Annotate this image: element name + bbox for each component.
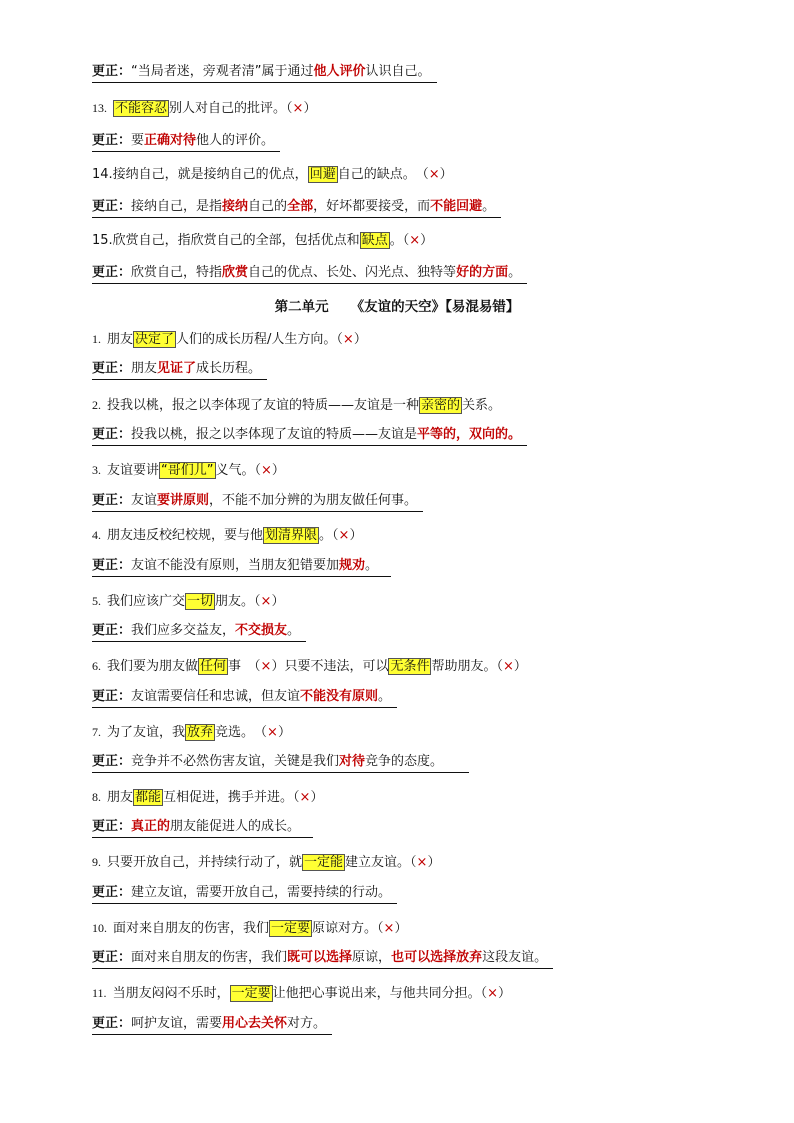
correction-label: 更正： [92, 689, 132, 704]
wrong-mark: × [299, 790, 311, 805]
item-number: 8. [92, 790, 101, 804]
correction-label: 更正： [92, 1016, 132, 1031]
question-line [92, 98, 316, 118]
text-segment: 别人对自己的批评。（ [169, 101, 293, 116]
correction-line [92, 131, 280, 152]
correction-label: 更正： [92, 64, 132, 79]
correction-line [92, 817, 313, 838]
text-segment: 为了友谊，我 [107, 725, 186, 740]
item-number: 6. [92, 659, 101, 673]
text-segment: 建立友谊，需要开放自己，需要持续的行动。 [131, 885, 392, 900]
text-segment: 接纳自己，是指 [131, 199, 223, 214]
text-segment: 原谅对方。（ [312, 921, 384, 936]
question-line [92, 591, 284, 611]
text-segment: ） [427, 855, 441, 870]
wrong-mark: × [428, 167, 440, 182]
text-segment: 我们应多交益友， [131, 623, 236, 638]
correct-answer: 真正的 [131, 819, 171, 834]
text-segment: 朋友 [107, 332, 134, 347]
wrong-mark: × [409, 233, 421, 248]
correction-line [92, 687, 397, 708]
wrong-mark: × [261, 463, 272, 478]
text-segment: 建立友谊。（ [345, 855, 417, 870]
correction-line [92, 197, 501, 218]
text-segment: 当朋友闷闷不乐时， [112, 986, 230, 1001]
correct-answer: 也可以选择放弃 [391, 950, 483, 965]
text-segment: ） [277, 725, 291, 740]
highlighted-error: 缺点 [361, 233, 388, 248]
text-segment: 自己的 [248, 199, 288, 214]
text-segment: 人们的成长历程/人生方向。（ [176, 332, 343, 347]
question-line [92, 525, 362, 545]
text-segment: 我们要为朋友做 [107, 659, 199, 674]
text-segment: 原谅， [352, 950, 392, 965]
question-line [92, 165, 453, 185]
text-segment: ，不能不加分辨的为朋友做任何事。 [209, 493, 418, 508]
text-segment: ） [303, 101, 317, 116]
wrong-mark: × [260, 594, 272, 609]
item-number: 9. [92, 855, 101, 869]
text-segment: 。 [508, 265, 522, 280]
question-line [92, 460, 285, 480]
text-segment: ）只要不违法，可以 [271, 659, 389, 674]
text-segment: 互相促进，携手并进。（ [163, 790, 300, 805]
question-line [92, 918, 407, 938]
text-segment: ） [420, 233, 434, 248]
text-segment: 。 [287, 623, 301, 638]
wrong-mark: × [416, 855, 428, 870]
question-line [92, 983, 511, 1003]
highlighted-error: 回避 [309, 167, 336, 182]
correct-answer: 不能回避 [430, 199, 483, 214]
correction-label: 更正： [92, 361, 132, 376]
text-segment: ） [353, 332, 367, 347]
text-segment: “当局者迷，旁观者清”属于通过 [131, 64, 314, 79]
text-segment: 。 [365, 558, 385, 573]
text-segment: ） [271, 594, 285, 609]
section-title-unit: 第二单元 [274, 299, 329, 315]
text-segment: 对方。 [287, 1016, 327, 1031]
text-segment: 朋友能促进人的成长。 [170, 819, 307, 834]
highlighted-error: 一定要 [231, 986, 271, 1001]
text-segment: 事 （ [228, 659, 261, 674]
correction-label: 更正： [92, 754, 132, 769]
text-segment: ） [349, 528, 363, 543]
correction-line [92, 556, 391, 577]
section-title [0, 295, 794, 315]
text-segment: 竞争的态度。 [365, 754, 463, 769]
text-segment: 15.欣赏自己，指欣赏自己的全部，包括优点和 [92, 233, 360, 248]
correction-label: 更正： [92, 623, 132, 638]
text-segment: 。（ [319, 528, 339, 543]
item-number: 13. [92, 101, 107, 115]
text-segment: ） [310, 790, 324, 805]
item-number: 2. [92, 398, 101, 412]
highlighted-error: 一定能 [304, 855, 344, 870]
highlighted-error: “哥们儿” [161, 463, 214, 478]
text-segment: 。 [482, 199, 496, 214]
text-segment: 面对来自朋友的伤害，我们 [113, 921, 270, 936]
correction-line [92, 263, 527, 284]
text-segment: 朋友 [131, 361, 158, 376]
question-line [92, 656, 527, 676]
text-segment: 让他把心事说出来，与他共同分担。（ [272, 986, 488, 1001]
correction-line [92, 359, 267, 380]
correction-label: 更正： [92, 819, 132, 834]
correction-line [92, 948, 553, 969]
text-segment: 朋友违反校纪校规，要与他 [107, 528, 264, 543]
correction-line [92, 62, 437, 83]
wrong-mark: × [383, 921, 395, 936]
correct-answer: 规劝 [339, 558, 366, 573]
text-segment: 只要开放自己，并持续行动了，就 [107, 855, 303, 870]
item-number: 10. [92, 921, 107, 935]
text-segment: ） [498, 986, 512, 1001]
text-segment: 竞选。 （ [215, 725, 268, 740]
correction-label: 更正： [92, 427, 132, 442]
text-segment: 要 [131, 133, 145, 148]
wrong-mark: × [338, 528, 350, 543]
text-segment: 友谊要讲 [107, 463, 160, 478]
text-segment: ） [513, 659, 527, 674]
highlighted-error: 放弃 [187, 725, 214, 740]
text-segment: 竞争并不必然伤害友谊，关键是我们 [131, 754, 340, 769]
item-number: 7. [92, 725, 101, 739]
correct-answer: 用心去关怀 [222, 1016, 288, 1031]
correct-answer: 全部 [287, 199, 314, 214]
wrong-mark: × [342, 332, 354, 347]
question-line [92, 395, 501, 415]
correct-answer: 接纳 [222, 199, 249, 214]
highlighted-error: 决定了 [135, 332, 175, 347]
correction-label: 更正： [92, 950, 132, 965]
item-number: 4. [92, 528, 101, 542]
text-segment: 投我以桃，报之以李体现了友谊的特质——友谊是 [131, 427, 418, 442]
correction-label: 更正： [92, 885, 132, 900]
highlighted-error: 任何 [200, 659, 227, 674]
correction-line [92, 1014, 332, 1035]
text-segment: ） [394, 921, 408, 936]
text-segment: 友谊不能没有原则，当朋友犯错要加 [131, 558, 340, 573]
text-segment: 面对来自朋友的伤害，我们 [131, 950, 288, 965]
highlighted-error: 不能容忍 [115, 101, 168, 116]
text-segment: 这段友谊。 [482, 950, 548, 965]
text-segment: 帮助朋友。（ [431, 659, 503, 674]
text-segment: ，好坏都要接受，而 [313, 199, 431, 214]
text-segment: 。 [378, 689, 392, 704]
correction-label: 更正： [92, 558, 132, 573]
text-segment: ） [439, 167, 453, 182]
question-line [92, 852, 440, 872]
wrong-mark: × [267, 725, 278, 740]
correct-answer: 不能没有原则 [300, 689, 379, 704]
text-segment: 友谊需要信任和忠诚，但友谊 [131, 689, 301, 704]
correction-line [92, 491, 423, 512]
correct-answer: 正确对待 [144, 133, 197, 148]
section-title-name: 《友谊的天空》【易混易错】 [350, 299, 520, 315]
wrong-mark: × [292, 101, 304, 116]
question-line [92, 722, 291, 742]
wrong-mark: × [260, 659, 272, 674]
correction-line [92, 883, 397, 904]
text-segment: 自己的优点、长处、闪光点、独特等 [248, 265, 457, 280]
question-line [92, 231, 433, 251]
text-segment: 友谊 [131, 493, 158, 508]
item-number: 11. [92, 986, 107, 1000]
correct-answer: 平等的，双向的。 [417, 427, 522, 442]
text-segment: 呵护友谊，需要 [131, 1016, 223, 1031]
wrong-mark: × [487, 986, 499, 1001]
correction-label: 更正： [92, 493, 132, 508]
correct-answer: 见证了 [157, 361, 197, 376]
question-line [92, 329, 367, 349]
highlighted-error: 一切 [187, 594, 214, 609]
highlighted-error: 亲密的 [421, 398, 461, 413]
highlighted-error: 划清界限 [265, 528, 318, 543]
correct-answer: 欣赏 [222, 265, 249, 280]
question-line [92, 787, 323, 807]
correct-answer: 既可以选择 [287, 950, 353, 965]
correct-answer: 他人评价 [313, 64, 366, 79]
text-segment: 自己的缺点。 （ [337, 167, 429, 182]
item-number: 5. [92, 594, 101, 608]
correct-answer: 好的方面 [456, 265, 509, 280]
highlighted-error: 一定要 [271, 921, 311, 936]
text-segment: 成长历程。 [196, 361, 262, 376]
correction-label: 更正： [92, 199, 132, 214]
text-segment: 朋友。（ [215, 594, 261, 609]
correct-answer: 要讲原则 [157, 493, 210, 508]
correct-answer: 不交损友 [235, 623, 288, 638]
correct-answer: 对待 [339, 754, 366, 769]
item-number: 3. [92, 463, 101, 477]
wrong-mark: × [503, 659, 514, 674]
text-segment: 欣赏自己，特指 [131, 265, 223, 280]
text-segment: 他人的评价。 [196, 133, 275, 148]
text-segment: 我们应该广交 [107, 594, 186, 609]
text-segment: 。（ [389, 233, 410, 248]
text-segment: 义气。（ [215, 463, 262, 478]
text-segment: 投我以桃，报之以李体现了友谊的特质——友谊是一种 [107, 398, 420, 413]
item-number: 1. [92, 332, 101, 346]
correction-line [92, 425, 527, 446]
correction-label: 更正： [92, 133, 132, 148]
text-segment: 关系。 [462, 398, 502, 413]
highlighted-error: 无条件 [390, 659, 430, 674]
text-segment: ） [271, 463, 285, 478]
correction-line [92, 621, 306, 642]
correction-label: 更正： [92, 265, 132, 280]
highlighted-error: 都能 [135, 790, 162, 805]
text-segment: 认识自己。 [365, 64, 431, 79]
text-segment: 14.接纳自己，就是接纳自己的优点， [92, 167, 308, 182]
text-segment: 朋友 [107, 790, 134, 805]
correction-line [92, 752, 469, 773]
